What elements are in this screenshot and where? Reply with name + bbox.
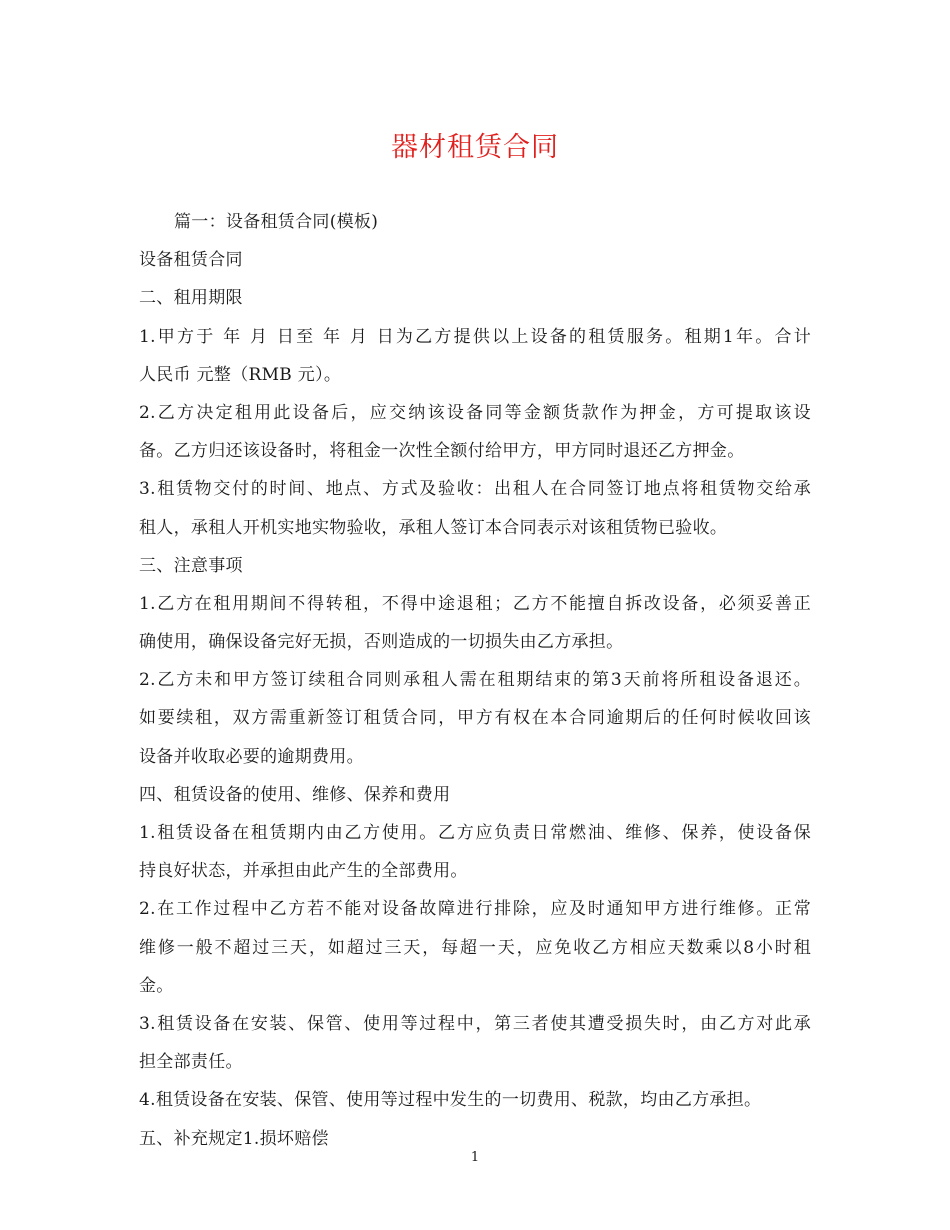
- paragraph-line: 租人，承租人开机实地实物验收，承租人签订本合同表示对该租赁物已验收。: [139, 517, 728, 538]
- clause-heading-term: 二、租用期限: [139, 288, 243, 309]
- clause-heading-usage: 四、租赁设备的使用、维修、保养和费用: [139, 784, 451, 805]
- clause-heading-notes: 三、注意事项: [139, 555, 243, 576]
- clause-heading-supplement: 五、补充规定1.损坏赔偿: [139, 1128, 329, 1149]
- paragraph-line: 2.乙方未和甲方签订续租合同则承租人需在租期结束的第3天前将所租设备退还。: [139, 670, 811, 691]
- section-heading: 篇一：设备租赁合同(模板): [174, 212, 379, 232]
- paragraph-line: 3.租赁物交付的时间、地点、方式及验收：出租人在合同签订地点将租赁物交给承: [139, 479, 811, 500]
- paragraph-line: 人民币 元整（RMB 元）。: [139, 364, 342, 385]
- contract-name: 设备租赁合同: [139, 250, 243, 271]
- paragraph-line: 1.甲方于 年 月 日至 年 月 日为乙方提供以上设备的租赁服务。租期1年。合计: [139, 326, 811, 347]
- page-number: 1: [470, 1150, 480, 1165]
- paragraph-line: 设备并收取必要的逾期费用。: [139, 746, 364, 767]
- paragraph-line: 持良好状态，并承担由此产生的全部费用。: [139, 861, 468, 882]
- paragraph-line: 1.租赁设备在租赁期内由乙方使用。乙方应负责日常燃油、维修、保养，使设备保: [139, 823, 811, 843]
- paragraph-line: 2.在工作过程中乙方若不能对设备故障进行排除，应及时通知甲方进行维修。正常: [139, 899, 811, 920]
- paragraph-line: 担全部责任。: [139, 1052, 243, 1073]
- paragraph-line: 金。: [139, 975, 174, 996]
- paragraph-line: 3.租赁设备在安装、保管、使用等过程中，第三者使其遭受损失时，由乙方对此承: [139, 1013, 811, 1034]
- paragraph-line: 2.乙方决定租用此设备后，应交纳该设备同等金额货款作为押金，方可提取该设: [139, 402, 811, 423]
- paragraph-line: 1.乙方在租用期间不得转租，不得中途退租；乙方不能擅自拆改设备，必须妥善正: [139, 593, 811, 614]
- paragraph-line: 如要续租，双方需重新签订租赁合同，甲方有权在本合同逾期后的任何时候收回该: [139, 708, 811, 729]
- document-title: 器材租赁合同: [391, 132, 559, 163]
- paragraph-line: 维修一般不超过三天，如超过三天，每超一天，应免收乙方相应天数乘以8小时租: [139, 937, 811, 958]
- paragraph-line: 4.租赁设备在安装、保管、使用等过程中发生的一切费用、税款，均由乙方承担。: [139, 1090, 762, 1111]
- document-body: [139, 203, 811, 1158]
- paragraph-line: 备。乙方归还该设备时，将租金一次性全额付给甲方，甲方同时退还乙方押金。: [139, 441, 745, 462]
- paragraph-line: 确使用，确保设备完好无损，否则造成的一切损失由乙方承担。: [139, 632, 624, 653]
